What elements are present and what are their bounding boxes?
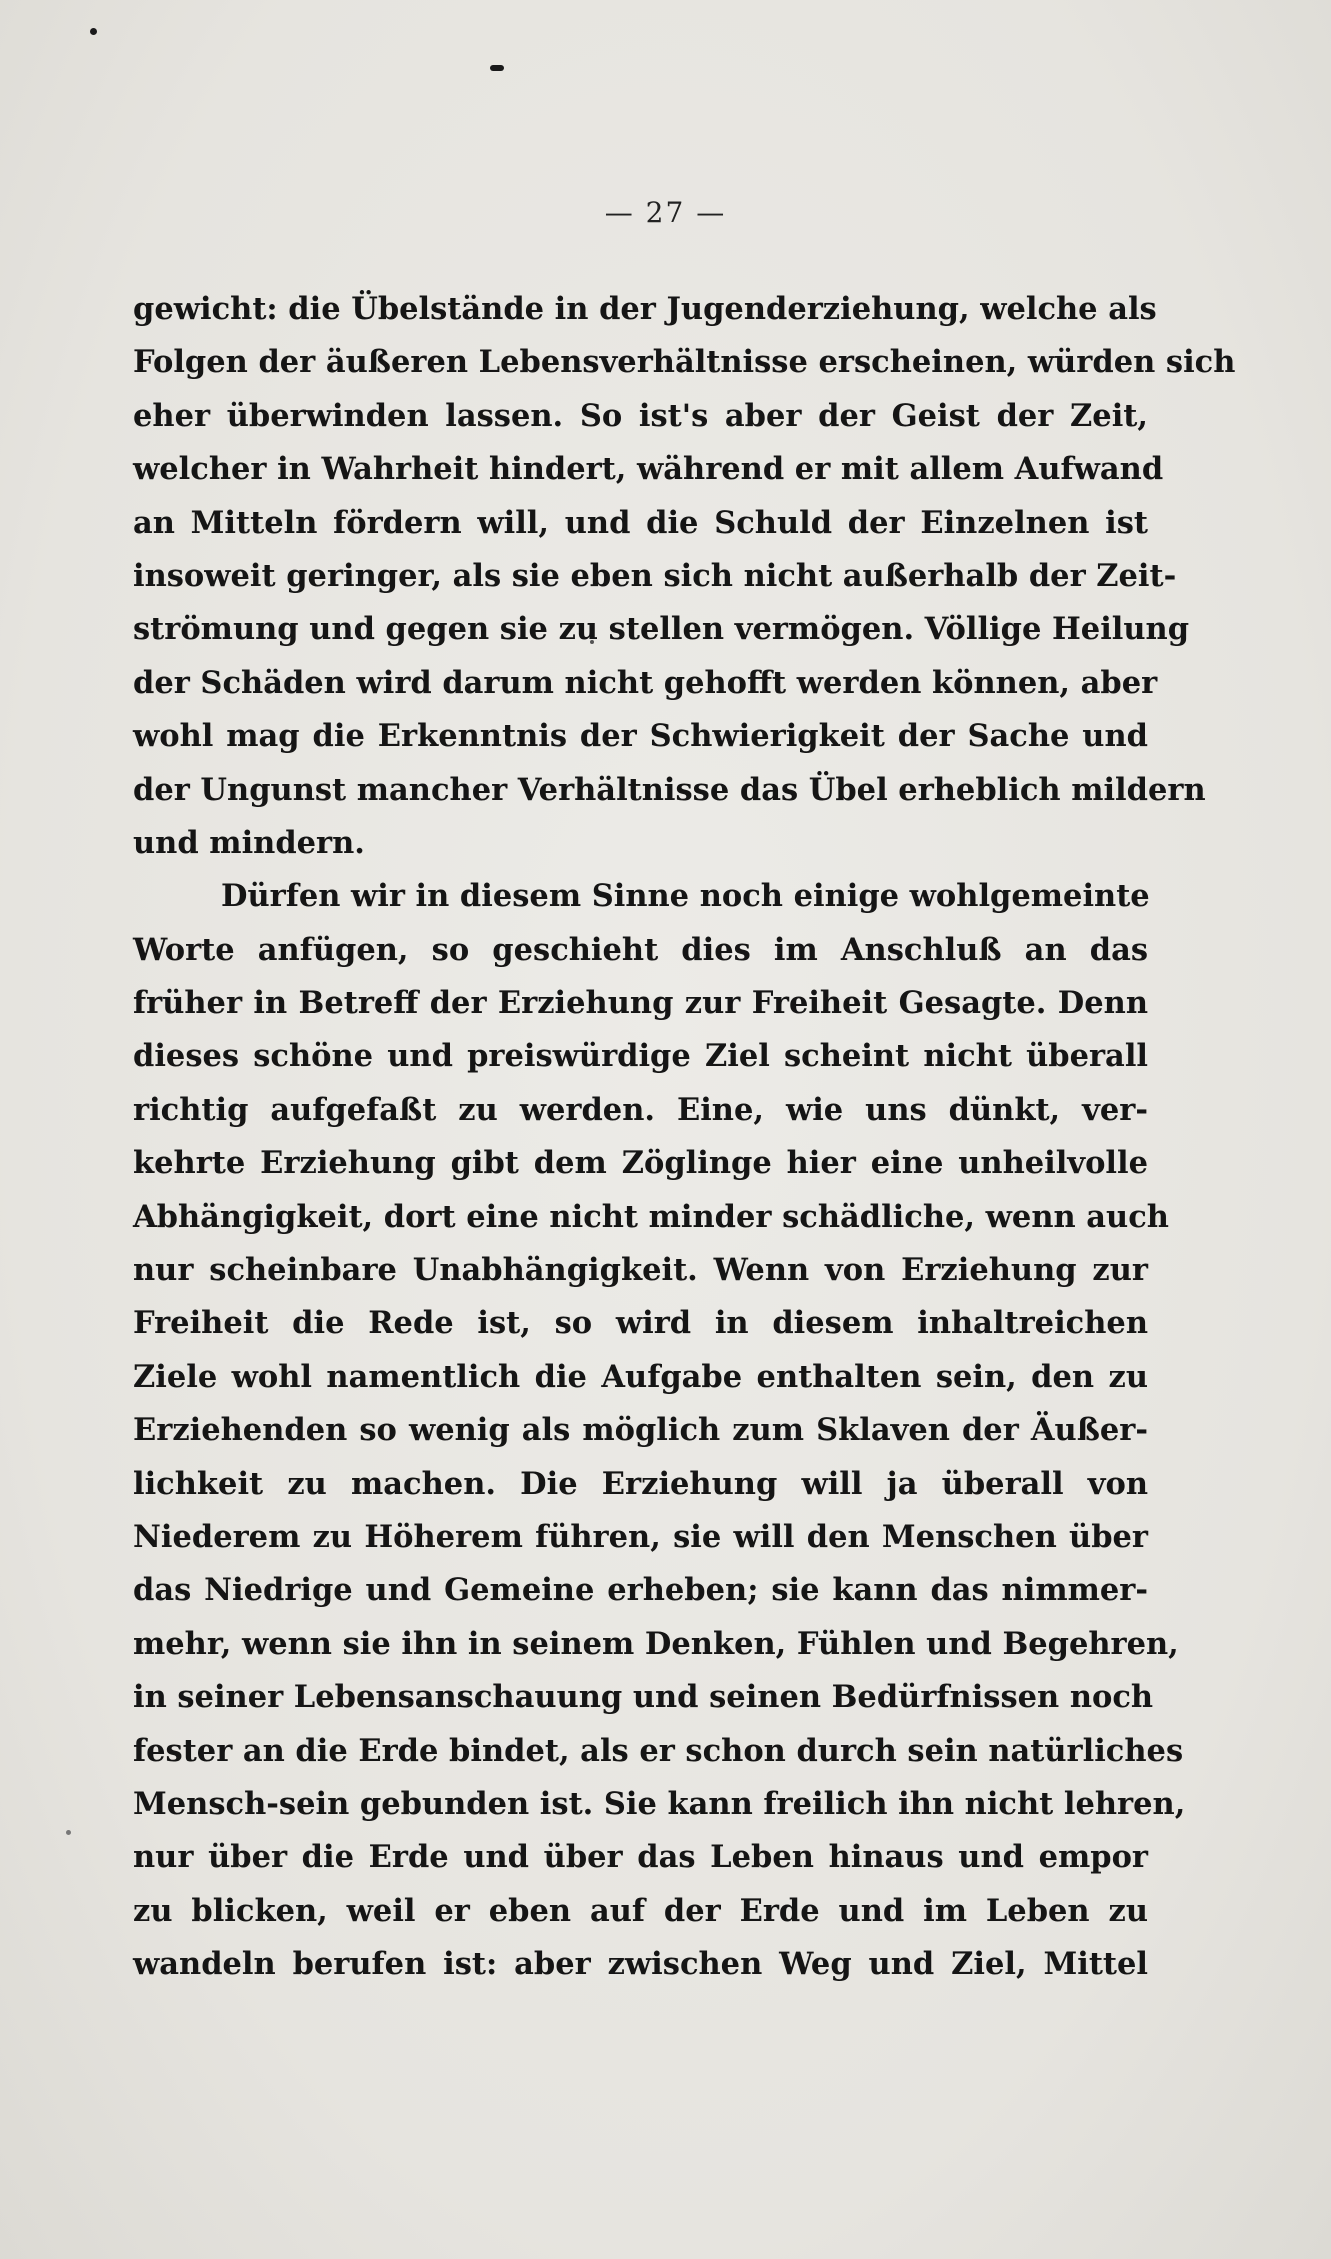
text-line: insoweit geringer, als sie eben sich nicht außerhalb der Zeit- xyxy=(133,557,1177,594)
ink-speck xyxy=(90,28,97,35)
ink-speck xyxy=(66,1830,71,1835)
text-line: wohl mag die Erkenntnis der Schwierigkeit der Sache und xyxy=(133,718,1148,755)
text-line: lichkeit zu machen. Die Erziehung will ja überall von xyxy=(133,1465,1148,1502)
text-line: Freiheit die Rede ist, so wird in diesem inhaltreichen xyxy=(133,1305,1148,1342)
text-line: richtig aufgefaßt zu werden. Eine, wie uns dünkt, ver- xyxy=(133,1091,1148,1128)
text-line: das Niedrige und Gemeine erheben; sie kann das nimmer- xyxy=(133,1572,1148,1609)
text-line: kehrte Erziehung gibt dem Zöglinge hier eine unheilvolle xyxy=(133,1145,1148,1182)
text-line: fester an die Erde bindet, als er schon durch sein natürliches xyxy=(133,1732,1184,1769)
text-line: mehr, wenn sie ihn in seinem Denken, Fühlen und Begehren, xyxy=(133,1625,1179,1662)
text-line: Ziele wohl namentlich die Aufgabe enthalten sein, den zu xyxy=(133,1358,1148,1395)
text-line: nur scheinbare Unabhängigkeit. Wenn von Erziehung zur xyxy=(133,1252,1148,1289)
text-line: in seiner Lebensanschauung und seinen Bedürfnissen noch xyxy=(133,1679,1154,1716)
text-line: der Schäden wird darum nicht gehofft werden können, aber xyxy=(133,664,1158,701)
text-line: früher in Betreff der Erziehung zur Freiheit Gesagte. Denn xyxy=(133,985,1148,1022)
text-line: gewicht: die Übelstände in der Jugenderziehung, welche als xyxy=(133,291,1157,327)
text-line: Niederem zu Höherem führen, sie will den Menschen über xyxy=(133,1518,1148,1555)
ink-speck xyxy=(490,65,504,71)
page-number: — 27 — xyxy=(604,196,727,229)
body-text xyxy=(133,283,1236,1992)
text-line: Erziehenden so wenig als möglich zum Sklaven der Äußer- xyxy=(133,1412,1148,1449)
text-line: welcher in Wahrheit hindert, während er mit allem Aufwand xyxy=(133,451,1164,488)
text-line: Folgen der äußeren Lebensverhältnisse erscheinen, würden sich xyxy=(133,344,1236,381)
text-line: der Ungunst mancher Verhältnisse das Übel erheblich mildern xyxy=(133,771,1206,808)
text-line: Worte anfügen, so geschieht dies im Anschluß an das xyxy=(133,931,1148,968)
text-line: Dürfen wir in diesem Sinne noch einige wohlgemeinte xyxy=(221,878,1150,915)
text-line: zu blicken, weil er eben auf der Erde und im Leben zu xyxy=(133,1892,1148,1929)
text-line: eher überwinden lassen. So ist's aber der Geist der Zeit, xyxy=(133,397,1148,434)
text-line: Abhängigkeit, dort eine nicht minder schädliche, wenn auch xyxy=(133,1198,1169,1235)
text-line: nur über die Erde und über das Leben hinaus und empor xyxy=(133,1839,1148,1876)
text-line: und mindern. xyxy=(133,824,365,861)
text-line: wandeln berufen ist: aber zwischen Weg und Ziel, Mittel xyxy=(133,1946,1148,1983)
text-line: Mensch-sein gebunden ist. Sie kann freilich ihn nicht lehren, xyxy=(133,1785,1186,1822)
text-line: dieses schöne und preiswürdige Ziel scheint nicht überall xyxy=(133,1038,1148,1075)
text-line: an Mitteln fördern will, und die Schuld der Einzelnen ist xyxy=(133,504,1148,541)
text-line: strömung und gegen sie zu stellen vermögen. Völlige Heilung xyxy=(133,611,1190,648)
